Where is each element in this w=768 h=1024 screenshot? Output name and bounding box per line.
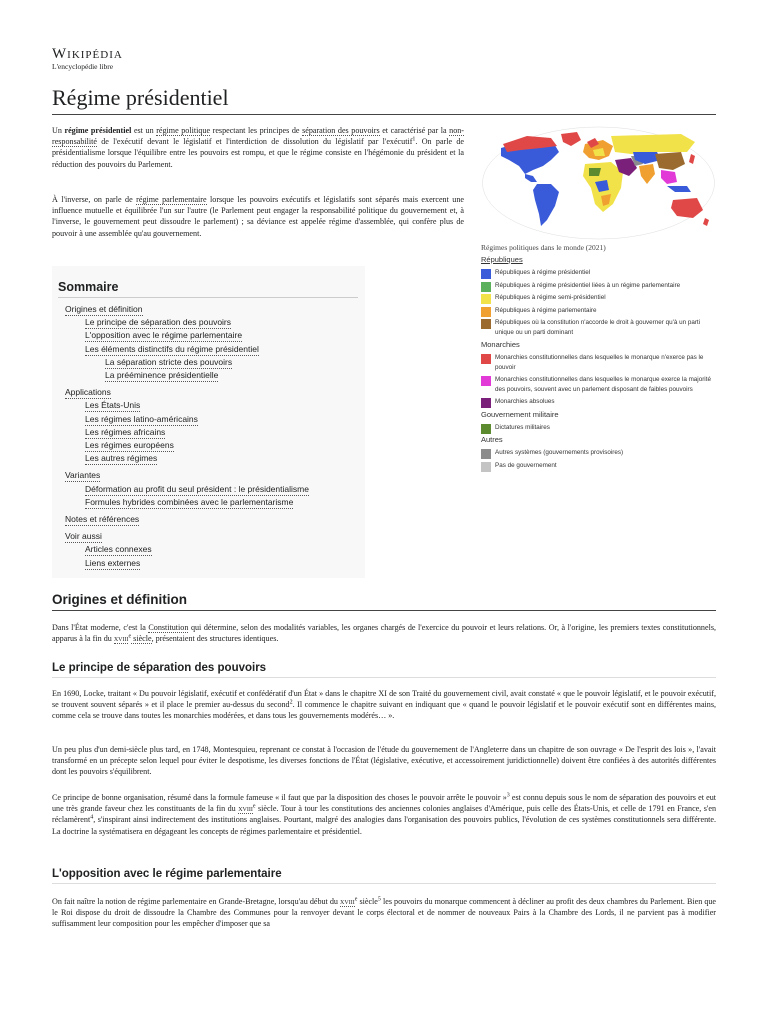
link-constitution[interactable]: Constitution — [148, 623, 189, 632]
legend-swatch — [481, 307, 491, 317]
toc-item[interactable]: Liens externes — [85, 557, 141, 568]
origines-paragraph: Dans l'État moderne, c'est la Constitution qui détermine, selon des modalités variables, les organes chargés de l'exercice du pouvoir et leurs relations. Or, à l'origine, les premiers textes constitutionnels, apparus à la fin du xviii$^e$ siècle, présentaient des structures identiques. — [52, 623, 716, 644]
separation-paragraph-1: En 1690, Locke, traitant « Du pouvoir législatif, exécutif et confédératif d'un État » dans le chapitre XI de son Traité du gouvernement civil, avait constaté « que le pouvoir législatif, et le pouvoir exécutif, se trouvent souvent séparés » et il place le premier au-dessus du second$^2$. Il commence le chapitre suivant en indiquant que « quand le pouvoir législatif et le pouvoir exécutif sont en différentes mains, comme cela se trouve dans toutes les monarchies modérées, et dans tous les gouvernements modérés… ». — [52, 689, 717, 721]
footnote-ref[interactable]: 1 — [412, 136, 416, 143]
legend-label[interactable]: Pas de gouvernement — [495, 461, 557, 469]
subsection-heading-separation: Le principe de séparation des pouvoirs — [52, 662, 716, 678]
footnote-ref[interactable]: 3 — [506, 792, 510, 799]
legend-swatch — [481, 294, 491, 304]
legend-swatch — [481, 376, 491, 386]
legend-group-heading[interactable]: Républiques — [481, 255, 523, 264]
century-label[interactable]: xviii — [238, 804, 253, 814]
toc-item[interactable]: Notes et références — [65, 514, 140, 524]
legend-swatch — [481, 282, 491, 292]
map-legend — [481, 255, 716, 470]
legend-swatch — [481, 398, 491, 408]
footnote-ref[interactable]: 4 — [90, 814, 94, 821]
legend-group-heading: Gouvernement militaire — [481, 409, 559, 419]
link-non-responsabilite[interactable]: non-responsabilité — [52, 126, 464, 147]
toc-item[interactable]: Articles connexes — [85, 544, 152, 555]
legend-swatch — [481, 354, 491, 364]
legend-label[interactable]: Républiques à régime parlementaire — [495, 306, 597, 314]
legend-item — [481, 423, 716, 433]
legend-swatch — [481, 449, 491, 459]
legend-label[interactable]: Monarchies absolues — [495, 398, 555, 405]
footnote-ref[interactable]: 2 — [289, 699, 293, 706]
separation-paragraph-2: Un peu plus d'un demi-siècle plus tard, en 1748, Montesquieu, reprenant ce constat à l'occasion de l'étude du gouvernement de l'Angleterre dans un chapitre de son ouvrage « De l'esprit des lois », l'avait transformé en un précepte selon lequel pour éviter le despotisme, les diverses fonctions de l'État (législative, exécutive, et accessoirement juridictionnelle) doivent être confiées à des autorités différentes dont les pouvoirs s'équilibrent. — [52, 745, 716, 777]
legend-label[interactable]: Monarchies constitutionnelles dans lesquelles le monarque exerce la majorité des pouvoirs, souvent avec un parlement disposant de faibles pouvoirs — [495, 376, 711, 393]
legend-item — [481, 281, 716, 291]
wikipedia-logo[interactable] — [52, 46, 123, 71]
legend-item — [481, 306, 716, 316]
legend-label[interactable]: Républiques à régime présidentiel liées à un régime parlementaire — [495, 281, 681, 289]
toc-item[interactable]: Applications — [65, 387, 111, 398]
legend-label[interactable]: Républiques à régime présidentiel — [495, 269, 591, 276]
legend-item — [481, 318, 716, 337]
toc-item[interactable]: Le principe de séparation des pouvoirs — [85, 317, 232, 328]
separation-paragraph-3: Ce principe de bonne organisation, résumé dans la formule fameuse « il faut que par la disposition des choses le pouvoir arrête le pouvoir »$^3$ est connu depuis sous le nom de séparation des pouvoirs et eut une très grande faveur chez les constituants de la fin du xviii$^e$ siècle. Tour à tour les constitutions des anciennes colonies anglaises d'Amérique, puis celle des États-Unis, et celle de 1791 en France, s'en réclamèrent$^4$, s'inspirant ainsi indirectement des institutions anglaises. Pourtant, malgré des analogies dans l'organisation des pouvoirs publics, l'évolution de ces systèmes constitutionnels sera différente. La doctrine la systématisera en dégageant les concepts de régimes parlementaire et présidentiel. — [52, 792, 716, 836]
logo-tagline: L'encyclopédie libre — [52, 62, 114, 71]
world-map-image[interactable] — [481, 126, 716, 240]
legend-swatch — [481, 269, 491, 279]
century-label[interactable]: xviii — [113, 634, 129, 644]
section-heading-origines: Origines et définition — [52, 592, 716, 611]
toc-item[interactable]: L'opposition avec le régime parlementaire — [85, 330, 243, 341]
legend-label[interactable]: Dictatures militaires — [495, 423, 550, 431]
link-regime-parlementaire[interactable]: régime parlementaire — [136, 195, 207, 204]
legend-label[interactable]: Autres systèmes (gouvernements provisoires) — [495, 449, 624, 456]
legend-swatch — [481, 319, 491, 329]
intro-paragraph-1: Un régime présidentiel est un régime politique respectant les principes de séparation des pouvoirs et caractérisé par la non-responsabilité de l'exécutif devant le législatif et l'interdiction de dissolution du législatif par l'exécutif$^1$. On parle de présidentialisme lorsque l'équilibre entre les pouvoirs est rompu, et que le régime consiste en l'hégémonie du président et la réduction des pouvoirs du Parlement. — [52, 126, 464, 169]
page-title: Régime présidentiel — [52, 84, 716, 115]
legend-item — [481, 375, 716, 394]
toc-heading: Sommaire — [58, 280, 358, 298]
legend-group-heading: Monarchies — [481, 340, 520, 349]
toc-item[interactable]: Les États-Unis — [85, 400, 141, 411]
toc-item[interactable]: Voir aussi — [65, 531, 102, 542]
century-label[interactable]: xviii — [340, 897, 355, 906]
toc-item[interactable]: Variantes — [65, 470, 101, 481]
legend-label[interactable]: Républiques à régime semi-présidentiel — [495, 294, 606, 301]
toc-item[interactable]: Les régimes africains — [85, 426, 166, 437]
legend-item — [481, 293, 716, 303]
link-siecle[interactable]: siècle — [131, 634, 152, 644]
legend-swatch — [481, 462, 491, 472]
toc-item[interactable]: Les régimes latino-américains — [85, 413, 198, 424]
subsection-heading-opposition: L'opposition avec le régime parlementaire — [52, 868, 716, 884]
toc-item[interactable]: Les régimes européens — [85, 440, 174, 450]
legend-label[interactable]: Républiques où la constitution n'accorde le droit à gouverner qu'à un parti unique ou un parti dominant — [495, 319, 701, 336]
toc-item[interactable]: Déformation au profit du seul président : le présidentialisme — [85, 483, 309, 494]
opposition-paragraph: On fait naître la notion de régime parlementaire en Grande-Bretagne, lorsqu'au début du xviii$^e$ siècle$^5$ les pouvoirs du monarque commencent à décliner au profit des deux chambres du Parlement. Bien que le Roi dispose du droit de dissoudre la Chambre des Communes pour la renvoyer devant le corps électoral et de nommer de nouveaux Pairs à la Chambre des Lords, il ne parvient pas à modifier suffisamment leur composition pour les empêcher d'imposer que sa — [52, 896, 717, 929]
toc-item[interactable]: La prééminence présidentielle — [105, 370, 219, 380]
toc-item[interactable]: Formules hybrides combinées avec le parlementarisme — [85, 496, 294, 507]
legend-item — [481, 397, 716, 407]
toc-item[interactable]: Les autres régimes — [85, 453, 158, 464]
toc-item[interactable]: Origines et définition — [65, 304, 143, 314]
link-regime-politique[interactable]: régime politique — [156, 126, 211, 135]
logo-wordmark: Wikipédia — [52, 46, 123, 62]
map-figure — [481, 126, 716, 473]
table-of-contents — [52, 266, 365, 578]
legend-label[interactable]: Monarchies constitutionnelles dans lesquelles le monarque n'exerce pas le pouvoir — [495, 354, 704, 371]
map-russia — [611, 134, 695, 154]
map-nz — [703, 218, 709, 226]
link-separation-pouvoirs[interactable]: séparation des pouvoirs — [302, 126, 380, 135]
toc-item[interactable]: Les éléments distinctifs du régime présidentiel — [85, 343, 259, 354]
legend-item — [481, 461, 716, 471]
map-caption: Régimes politiques dans le monde (2021) — [481, 243, 606, 252]
toc-item[interactable]: La séparation stricte des pouvoirs — [105, 356, 233, 367]
legend-item — [481, 268, 716, 278]
footnote-ref[interactable]: 5 — [377, 896, 381, 903]
legend-item — [481, 448, 716, 458]
legend-item — [481, 353, 716, 372]
map-africa-military — [589, 168, 601, 176]
bold-term: régime présidentiel — [64, 126, 132, 135]
legend-group-heading: Autres — [481, 435, 503, 444]
intro-paragraph-2: À l'inverse, on parle de régime parlementaire lorsque les pouvoirs exécutifs et législatifs sont séparés mais exercent une influence mutuelle et équilibrée l'un sur l'autre (le Parlement peut engager la responsabilité politique du gouvernement et, à l'inverse, le gouvernement peut dissoudre le parlement) ; sa déviance est appelée régime d'assemblée, qui confère plus de pouvoir à une assemblée qu'au gouvernement. — [52, 195, 464, 238]
legend-swatch — [481, 424, 491, 434]
